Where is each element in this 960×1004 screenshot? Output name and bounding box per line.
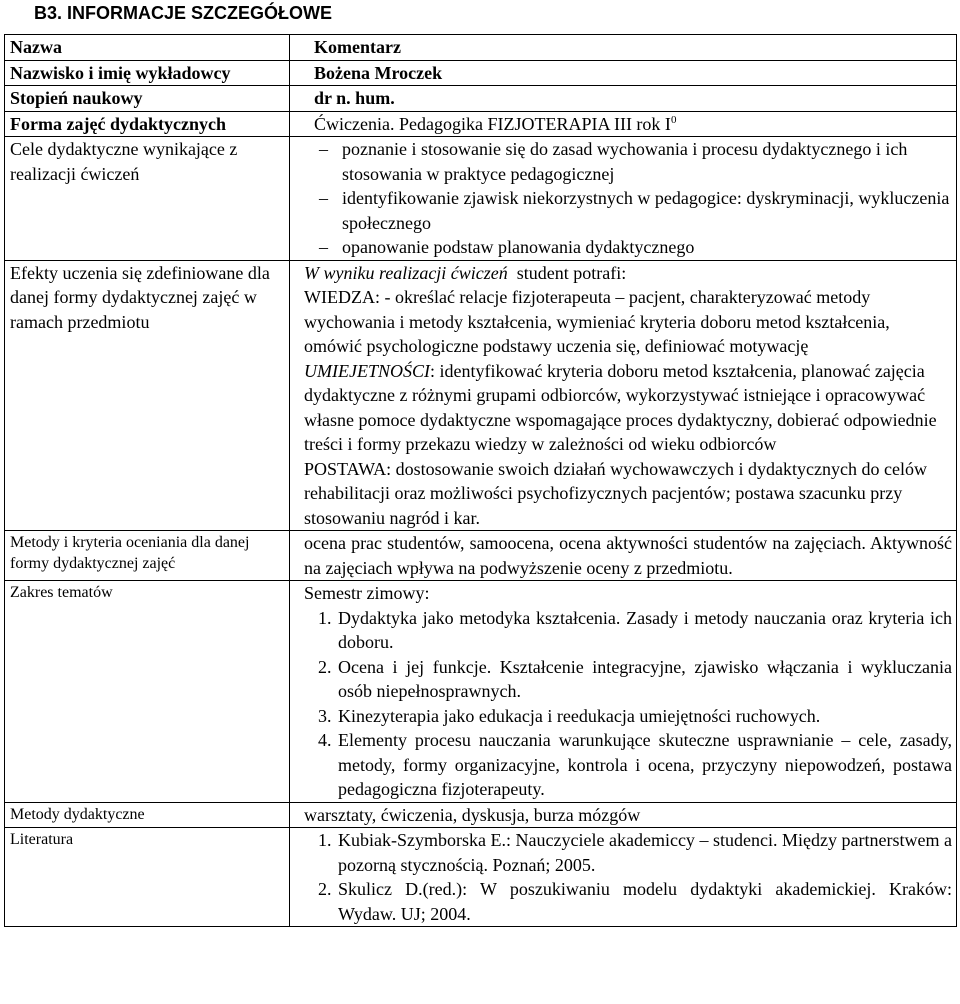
goals-label: Cele dydaktyczne wynikające z realizacji ćwiczeń <box>5 137 290 261</box>
methods-label: Metody dydaktyczne <box>5 802 290 828</box>
header-value: Komentarz <box>290 35 957 61</box>
list-item: 4. Elementy procesu nauczania warunkujące skuteczne usprawnianie – cele, zasady, metody, formy organizacyjne, kontrola i ocena, przyczyny niepowodzeń, postawa pedagogiczna fizjoterapeuty. <box>336 728 952 802</box>
outcomes-label: Efekty uczenia się zdefiniowane dla danej formy dydaktycznej zajęć w ramach przedmiotu <box>5 260 290 531</box>
list-item: – poznanie i stosowanie się do zasad wychowania i procesu dydaktycznego i ich stosowania w praktyce pedagogicznej <box>325 137 952 186</box>
literature-list <box>304 828 952 926</box>
goals-list <box>295 137 952 260</box>
topics-value <box>290 581 957 803</box>
assessment-label: Metody i kryteria oceniania dla danej formy dydaktycznej zajęć <box>5 531 290 581</box>
lecturer-value: Bożena Mroczek <box>290 60 957 86</box>
header-label: Nazwa <box>5 35 290 61</box>
methods-value: warsztaty, ćwiczenia, dyskusja, burza mózgów <box>290 802 957 828</box>
list-item: 1. Kubiak-Szymborska E.: Nauczyciele akademiccy – studenci. Między partnerstwem a pozorną stycznością. Poznań; 2005. <box>336 828 952 877</box>
lecturer-label: Nazwisko i imię wykładowcy <box>5 60 290 86</box>
degree-value: dr n. hum. <box>290 86 957 112</box>
table-row-lecturer <box>5 60 957 86</box>
table-row-goals <box>5 137 957 261</box>
form-label: Forma zajęć dydaktycznych <box>5 111 290 137</box>
outcomes-intro-italic: W wyniku realizacji ćwiczeń <box>304 262 508 283</box>
degree-label: Stopień naukowy <box>5 86 290 112</box>
list-item: – identyfikowanie zjawisk niekorzystnych w pedagogice: dyskryminacji, wykluczenia społecznego <box>325 186 952 235</box>
outcomes-skills-text: : identyfikować kryteria doboru metod kształcenia, planować zajęcia dydaktyczne z różnymi grupami odbiorców, wykorzystywać istniejące i opracowywać własne pomoce dydaktyczne wspomagające proces dydaktyczny, dobierać odpowiednie treści i formy przekazu wiedzy w zależności od wieku odbiorców <box>304 360 937 454</box>
table-row-outcomes <box>5 260 957 531</box>
literature-value <box>290 828 957 927</box>
form-value <box>290 111 957 137</box>
list-item: 3. Kinezyterapia jako edukacja i reedukacja umiejętności ruchowych. <box>336 704 952 729</box>
form-value-sup: 0 <box>670 113 677 126</box>
topics-list <box>304 606 952 802</box>
course-details-table <box>4 34 957 927</box>
topics-semester: Semestr zimowy: <box>304 583 430 603</box>
outcomes-attitude: POSTAWA: dostosowanie swoich działań wychowawczych i dydaktycznych do celów rehabilitacji oraz możliwości psychofizycznych pacjentów; postawa szacunku przy stosowaniu nagród i kar. <box>304 458 927 528</box>
table-row-degree <box>5 86 957 112</box>
list-item: 2. Skulicz D.(red.): W poszukiwaniu modelu dydaktyki akademickiej. Kraków: Wydaw. UJ; 2004. <box>336 877 952 926</box>
form-value-text: Ćwiczenia. Pedagogika FIZJOTERAPIA III rok I <box>314 113 671 134</box>
outcomes-value <box>290 260 957 531</box>
outcomes-skills-label: UMIEJETNOŚCI <box>304 360 430 381</box>
assessment-value: ocena prac studentów, samoocena, ocena aktywności studentów na zajęciach. Aktywność na zajęciach wpływa na podwyższenie oceny z przedmiotu. <box>290 531 957 581</box>
outcomes-intro <box>304 261 952 286</box>
list-item: – opanowanie podstaw planowania dydaktycznego <box>325 235 952 260</box>
table-row-literature <box>5 828 957 927</box>
section-heading: B3. INFORMACJE SZCZEGÓŁOWE <box>34 3 333 23</box>
table-row-topics <box>5 581 957 803</box>
list-item: 2. Ocena i jej funkcje. Kształcenie integracyjne, zjawisko włączania i wykluczania osób niepełnosprawnych. <box>336 655 952 704</box>
table-row-methods <box>5 802 957 828</box>
table-row-header <box>5 35 957 61</box>
literature-label: Literatura <box>5 828 290 927</box>
list-item: 1. Dydaktyka jako metodyka kształcenia. Zasady i metody nauczania oraz kryteria ich doboru. <box>336 606 952 655</box>
topics-label: Zakres tematów <box>5 581 290 803</box>
goals-value <box>290 137 957 261</box>
outcomes-skills <box>304 359 952 457</box>
table-row-form <box>5 111 957 137</box>
table-row-assessment <box>5 531 957 581</box>
outcomes-intro-rest: student potrafi: <box>516 262 627 283</box>
outcomes-knowledge: WIEDZA: - określać relacje fizjoterapeuta – pacjent, charakteryzować metody wychowania i metody kształcenia, wymieniać kryteria doboru metod kształcenia, omówić psychologiczne podstawy uczenia się, definiować motywację <box>304 287 890 356</box>
